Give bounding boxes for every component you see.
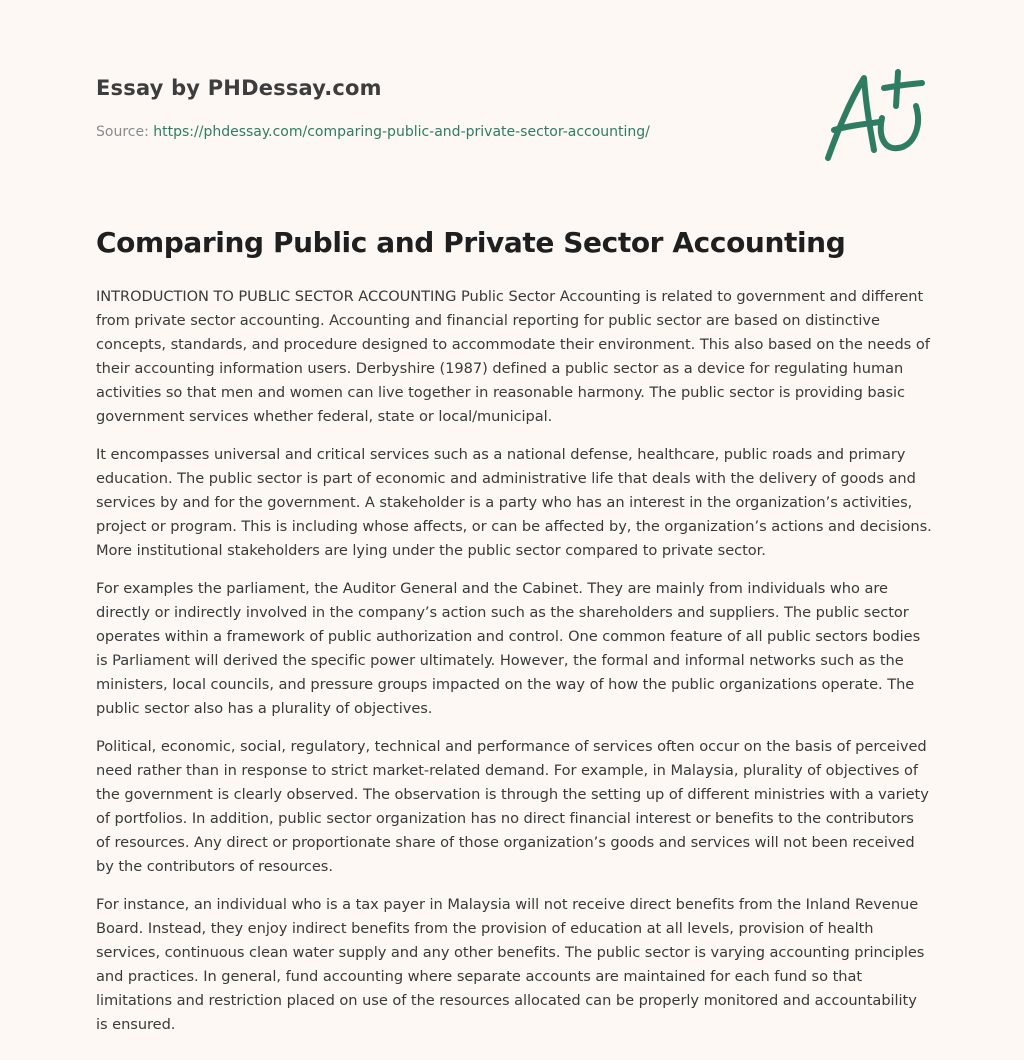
essay-body <box>96 285 932 1051</box>
paragraph: For instance, an individual who is a tax payer in Malaysia will not receive direct benefits from the Inland Revenue Board. Instead, they enjoy indirect benefits from the provision of education at all levels, provision of health services, continuous clean water supply and any other benefits. The public sector is varying accounting principles and practices. In general, fund accounting where separate accounts are maintained for each fund so that limitations and restriction placed on use of the resources allocated can be properly monitored and accountability is ensured. <box>96 896 925 1033</box>
source-line <box>96 124 650 140</box>
paragraph: INTRODUCTION TO PUBLIC SECTOR ACCOUNTING Public Sector Accounting is related to government and different from private sector accounting. Accounting and financial reporting for public sector are based on distinctive concepts, standards, and procedure designed to accommodate their environment. This also based on the needs of their accounting information users. Derbyshire (1987) defined a public sector as a device for regulating human activities so that men and women can live together in reasonable harmony. The public sector is providing basic government services whether federal, state or local/municipal. <box>96 288 930 425</box>
paragraph: For examples the parliament, the Auditor General and the Cabinet. They are mainly from individuals who are directly or indirectly involved in the company’s action such as the shareholders and suppliers. The public sector operates within a framework of public authorization and control. One common feature of all public sectors bodies is Parliament will derived the specific power ultimately. However, the formal and informal networks such as the ministers, local councils, and pressure groups impacted on the way of how the public organizations operate. The public sector also has a plurality of objectives. <box>96 580 921 717</box>
source-label: Source: <box>96 124 149 140</box>
essay-title: Comparing Public and Private Sector Accounting <box>96 226 846 259</box>
source-link[interactable]: https://phdessay.com/comparing-public-and-private-sector-accounting/ <box>153 124 650 140</box>
paragraph: Political, economic, social, regulatory, technical and performance of services often occur on the basis of perceived need rather than in response to strict market-related demand. For example, in Malaysia, plurality of objectives of the government is clearly observed. The observation is through the setting up of different ministries with a variety of portfolios. In addition, public sector organization has no direct financial interest or benefits to the contributors of resources. Any direct or proportionate share of those organization’s goods and services will not been received by the contributors of resources. <box>96 738 929 875</box>
paragraph: It encompasses universal and critical services such as a national defense, healthcare, public roads and primary education. The public sector is part of economic and administrative life that deals with the delivery of goods and services by and for the government. A stakeholder is a party who has an interest in the organization’s activities, project or program. This is including whose affects, or can be affected by, the organization’s actions and decisions. More institutional stakeholders are lying under the public sector compared to private sector. <box>96 446 932 559</box>
a-plus-logo-icon <box>818 66 930 166</box>
brand-title: Essay by PHDessay.com <box>96 76 382 100</box>
